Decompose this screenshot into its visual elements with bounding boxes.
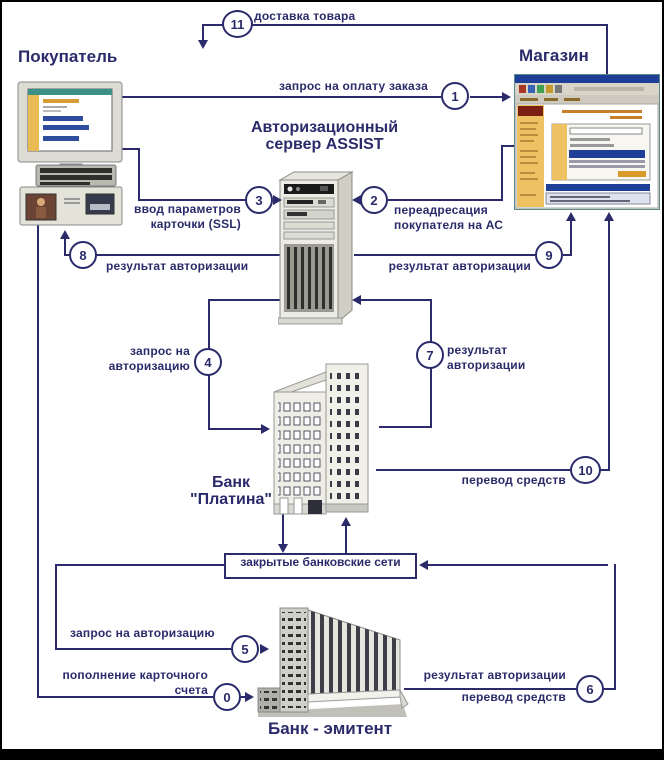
flow-label-delivery: доставка товара <box>254 9 356 23</box>
flow-label-issuer-result-1: результат авторизации <box>423 668 566 682</box>
step-circle-11: 11 <box>222 10 253 38</box>
node-title-bank-platina <box>182 474 280 508</box>
line-delivery-right <box>606 24 608 74</box>
node-title-buyer: Покупатель <box>18 47 118 66</box>
step-circle-6: 6 <box>576 675 604 703</box>
bottom-frame-bar <box>2 749 662 758</box>
step-circle-3: 3 <box>245 186 273 214</box>
bank-platina-illustration <box>272 358 378 520</box>
step-circle-4: 4 <box>194 348 222 376</box>
bank-building-icon <box>272 358 378 520</box>
server-tower-illustration <box>278 170 356 328</box>
buyer-computer-icon <box>16 80 124 228</box>
flow-label-card-params-1: ввод параметров <box>134 202 241 216</box>
step-circle-2: 2 <box>360 186 388 214</box>
step-circle-7: 7 <box>416 341 444 369</box>
arrowhead-to-shop-bottom-2 <box>604 212 614 221</box>
line-result-buyer-1 <box>97 254 282 256</box>
flow-label-auth-req-1: запрос на <box>130 344 190 358</box>
line-result-server-3 <box>379 426 430 428</box>
line-result-server-2 <box>361 299 430 301</box>
line-delivery <box>202 24 606 26</box>
line-net-to-bank <box>345 526 347 554</box>
buyer-computer-illustration <box>16 80 124 228</box>
bank-title-line2: "Платина" <box>190 491 272 508</box>
line-net-issuer-2 <box>55 564 57 649</box>
arrowhead-to-shop <box>502 92 511 102</box>
line-auth-req-3 <box>208 428 261 430</box>
issuer-bank-illustration <box>255 600 410 725</box>
arrowhead-to-server-lower <box>352 295 361 305</box>
arrowhead-to-shop-bottom-1 <box>566 212 576 221</box>
line-result-shop-3 <box>570 221 572 256</box>
arrowhead-to-netbox-right <box>419 560 428 570</box>
line-funds-3 <box>608 221 610 471</box>
flow-label-result-shop: результат авторизации <box>388 259 531 273</box>
line-result-buyer-3 <box>64 239 66 256</box>
flow-label-auth-req-2: авторизацию <box>108 359 190 373</box>
flow-label-topup-1: пополнение карточного <box>62 668 208 682</box>
flow-label-result-server-1: результат <box>447 343 508 357</box>
shop-browser-illustration <box>514 74 660 210</box>
line-card-params-2 <box>138 148 140 201</box>
flow-label-result-buyer: результат авторизации <box>106 259 249 273</box>
line-net-issuer-1 <box>55 564 224 566</box>
arrowhead-to-buyer-pc <box>60 230 70 239</box>
flow-label-redirect-1: переадресация <box>394 203 488 217</box>
bank-title-line1: Банк <box>211 474 251 491</box>
arrowhead-to-issuer-1 <box>260 644 269 654</box>
flow-label-funds-transfer: перевод средств <box>461 473 566 487</box>
line-issuer-net-4 <box>604 688 616 690</box>
server-tower-icon <box>278 170 356 328</box>
line-issuer-net-2 <box>614 564 616 690</box>
node-title-bank-issuer: Банк - эмитент <box>268 719 393 738</box>
shop-browser-icon <box>514 74 660 210</box>
line-payment-request <box>122 96 441 98</box>
arrowhead-to-server-left <box>273 195 282 205</box>
flow-label-issuer-result-2: перевод средств <box>461 690 566 704</box>
line-auth-req-1 <box>208 299 280 301</box>
line-card-params-3 <box>138 199 245 201</box>
flow-label-auth-req-issuer: запрос на авторизацию <box>70 626 215 640</box>
line-net-issuer-3 <box>55 648 231 650</box>
step-circle-1: 1 <box>441 82 469 110</box>
line-issuer-net-1 <box>428 564 608 566</box>
flow-label-payment-request: запрос на оплату заказа <box>279 79 428 93</box>
flow-label-topup-2: счета <box>174 683 208 697</box>
arrowhead-to-bank-bottom <box>341 517 351 526</box>
issuer-bank-icon <box>255 600 410 725</box>
step-circle-10: 10 <box>570 456 601 484</box>
step-circle-8: 8 <box>69 241 97 269</box>
line-topup-1 <box>37 225 39 698</box>
flow-label-result-server-2: авторизации <box>447 358 526 372</box>
flow-label-redirect-2: покупателя на АС <box>394 218 504 232</box>
line-payment-request-2 <box>470 96 502 98</box>
line-delivery-left <box>202 24 204 40</box>
flow-label-card-params-2: карточки (SSL) <box>150 217 241 231</box>
arrowhead-to-netbox <box>278 544 288 553</box>
node-title-shop: Магазин <box>519 46 589 65</box>
line-result-shop-1 <box>354 254 535 256</box>
line-redirect-3 <box>388 199 501 201</box>
arrowhead-to-buyer <box>198 40 208 49</box>
step-circle-9: 9 <box>535 241 563 269</box>
arrowhead-to-bank <box>261 424 270 434</box>
line-redirect-2 <box>501 145 503 201</box>
node-title-auth-server <box>232 119 417 153</box>
arrowhead-to-issuer-2 <box>245 692 254 702</box>
step-circle-5: 5 <box>231 635 259 663</box>
auth-server-title-line2: сервер ASSIST <box>265 136 384 153</box>
closed-banking-networks-box: закрытые банковские сети <box>224 553 417 579</box>
auth-server-title-line1: Авторизационный <box>250 119 399 136</box>
line-funds-1 <box>376 469 570 471</box>
step-circle-0: 0 <box>213 683 241 711</box>
